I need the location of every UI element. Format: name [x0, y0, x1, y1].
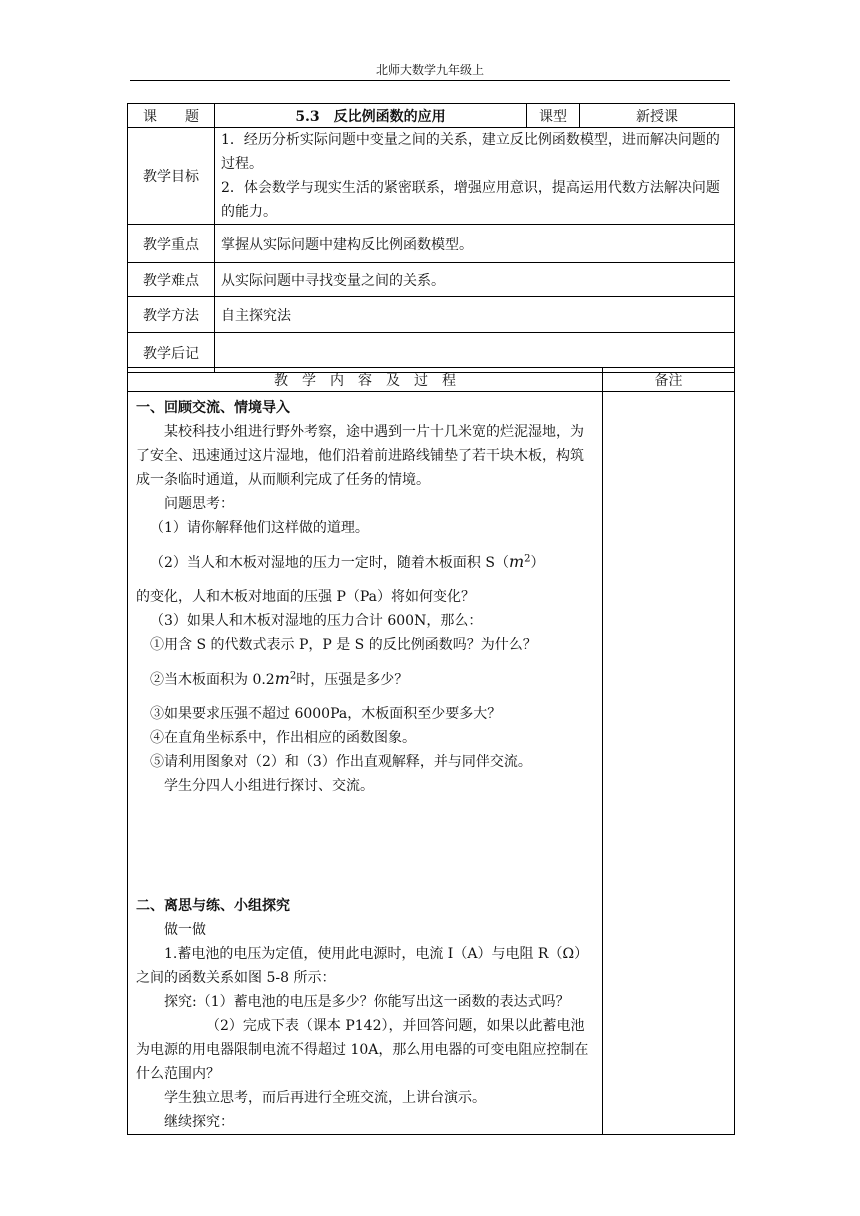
method-label: 教学方法 [128, 297, 215, 333]
lesson-content-table [127, 367, 735, 1135]
battery-problem: 1.蓄电池的电压为定值，使用此电源时，电流 I（A）与电阻 R（Ω）之间的函数关系如图 5-8 所示： [136, 946, 589, 986]
section-1-intro: 某校科技小组进行野外考察，途中遇到一片十几米宽的烂泥湿地，为了安全、迅速通过这片湿地，他们沿着前进路线铺垫了若干块木板，构筑成一条临时通道，从而顺利完成了任务的情境。 [136, 424, 584, 488]
question-2: （2）当人和木板对湿地的压力一定时，随着木板面积 $S(m^2)$ [150, 552, 545, 571]
question-3-5: ⑤请利用图象对（2）和（3）作出直观解释，并与同伴交流。 [150, 754, 532, 770]
lesson-info-table [127, 103, 735, 373]
independent-thinking: 学生独立思考，而后再进行全班交流，上讲台演示。 [164, 1090, 486, 1106]
difficulty-text: 从实际问题中寻找变量之间的关系。 [215, 263, 735, 297]
question-3: （3）如果人和木板对湿地的压力合计 600N，那么： [150, 613, 483, 629]
header-rule [130, 80, 730, 81]
goal-1: 1．经历分析实际问题中变量之间的关系，建立反比例函数模型，进而解决问题的过程。 [221, 132, 720, 172]
remarks-header: 备注 [603, 368, 735, 392]
question-2-cont: 的变化，人和木板对地面的压强 P（Pa）将如何变化？ [136, 589, 476, 605]
method-text: 自主探究法 [215, 297, 735, 333]
section-2-title: 二、离思与练、小组探究 [136, 898, 290, 914]
focus-text: 掌握从实际问题中建构反比例函数模型。 [215, 225, 735, 263]
do-it-label: 做一做 [164, 922, 206, 938]
question-heading: 问题思考： [164, 496, 234, 512]
question-3-3: ③如果要求压强不超过 6000Pa，木板面积至少要多大？ [150, 706, 502, 722]
question-3-2: ②当木板面积为 $0.2m^2$时，压强是多少？ [150, 669, 409, 688]
page-header: 北师大数学九年级上 [375, 63, 484, 77]
process-header: 教 学 内 容 及 过 程 [128, 368, 603, 392]
lesson-title: 5.3 反比例函数的应用 [215, 104, 527, 128]
goal-2: 2．体会数学与现实生活的紧密联系，增强应用意识，提高运用代数方法解决问题的能力。 [221, 180, 720, 220]
section-1-end: 学生分四人小组进行探讨、交流。 [164, 778, 374, 794]
process-cell [128, 392, 603, 1135]
goals-cell [215, 128, 735, 225]
question-3-1: ①用含 S 的代数式表示 P，P 是 S 的反比例函数吗？为什么？ [150, 637, 537, 653]
section-1-title: 一、回顾交流、情境导入 [136, 400, 290, 416]
question-1: （1）请你解释他们这样做的道理。 [150, 520, 369, 536]
difficulty-label: 教学难点 [128, 263, 215, 297]
lesson-type: 新授课 [580, 104, 735, 128]
type-label: 课型 [527, 104, 580, 128]
focus-label: 教学重点 [128, 225, 215, 263]
question-3-4: ④在直角坐标系中，作出相应的函数图象。 [150, 730, 416, 746]
topic-label: 课 题 [128, 104, 215, 128]
explore-2: （2）完成下表（课本 P142），并回答问题，如果以此蓄电池为电源的用电器限制电流不得超过 10A，那么用电器的可变电阻应控制在什么范围内？ [136, 1018, 589, 1082]
explore-1: 探究:（1）蓄电池的电压是多少？你能写出这一函数的表达式吗？ [164, 994, 570, 1010]
remarks-cell [603, 392, 735, 1135]
goals-label: 教学目标 [128, 128, 215, 225]
continue-explore: 继续探究： [164, 1114, 234, 1130]
notes-label: 教学后记 [128, 333, 215, 373]
